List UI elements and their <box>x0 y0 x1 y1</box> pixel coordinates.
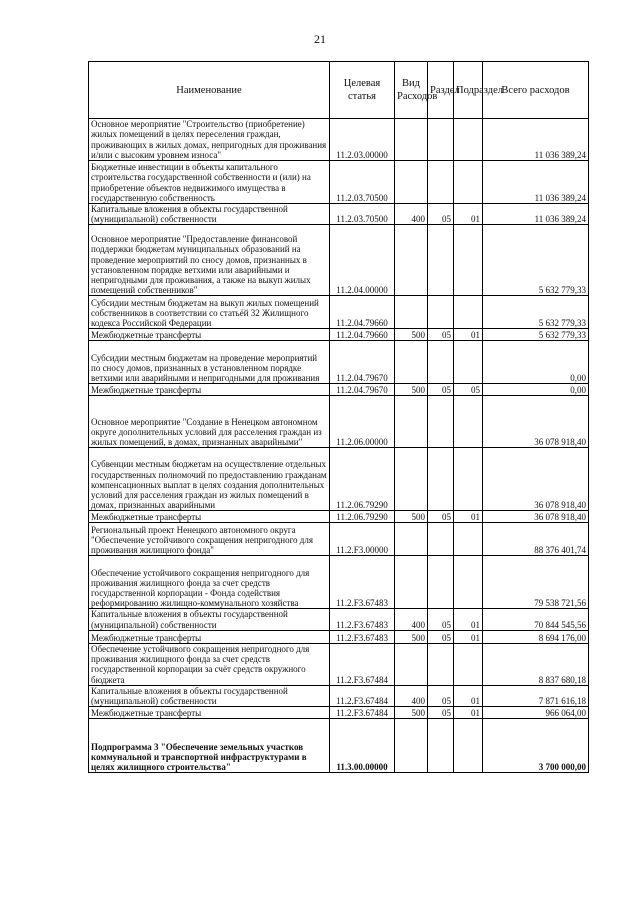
row-target-cell: 11.2.04.79660 <box>330 329 395 341</box>
table-row <box>89 119 589 161</box>
row-expense-type-cell <box>395 341 428 384</box>
row-expense-type-cell <box>395 643 428 685</box>
row-expense-type-cell: 500 <box>395 329 428 341</box>
row-section-cell: 05 <box>428 609 454 630</box>
row-amount-cell: 5 632 779,33 <box>483 329 589 341</box>
row-target-cell: 11.2.F3.67484 <box>330 707 395 719</box>
row-section-cell: 05 <box>428 685 454 706</box>
row-amount-cell: 966 064,00 <box>483 707 589 719</box>
row-target-cell: 11.2.03.70500 <box>330 161 395 204</box>
header-name: Наименование <box>89 62 330 119</box>
row-expense-type-cell: 500 <box>395 384 428 396</box>
row-amount-cell: 5 632 779,33 <box>483 296 589 329</box>
row-expense-type-cell <box>395 296 428 329</box>
row-subsection-cell <box>454 396 483 448</box>
row-subsection-cell: 01 <box>454 329 483 341</box>
table-row <box>89 296 589 329</box>
row-subsection-cell: 01 <box>454 609 483 630</box>
row-amount-cell: 5 632 779,33 <box>483 225 589 296</box>
row-name-cell: Межбюджетные трансферты <box>89 707 330 719</box>
row-subsection-cell: 05 <box>454 384 483 396</box>
row-subsection-cell <box>454 719 483 773</box>
header-section: Раздел <box>428 62 454 119</box>
row-amount-cell: 0,00 <box>483 341 589 384</box>
row-target-cell: 11.2.F3.00000 <box>330 523 395 556</box>
row-amount-cell: 79 538 721,56 <box>483 556 589 609</box>
row-expense-type-cell: 500 <box>395 707 428 719</box>
table-row <box>89 225 589 296</box>
row-expense-type-cell <box>395 119 428 161</box>
row-target-cell: 11.2.04.79670 <box>330 341 395 384</box>
row-subsection-cell <box>454 225 483 296</box>
table-row <box>89 685 589 706</box>
row-section-cell: 05 <box>428 630 454 643</box>
row-expense-type-cell: 400 <box>395 204 428 225</box>
table-row <box>89 204 589 225</box>
row-name-cell: Основное мероприятие "Строительство (приобретение) жилых помещений в целях переселения граждан, проживающих в жилых домах, непригодных для проживания и/или с высоким уровнем износа" <box>89 119 330 161</box>
row-target-cell: 11.2.06.00000 <box>330 396 395 448</box>
row-name-cell: Межбюджетные трансферты <box>89 630 330 643</box>
row-expense-type-cell <box>395 556 428 609</box>
row-amount-cell: 8 837 680,18 <box>483 643 589 685</box>
header-total: Всего расходов <box>483 62 589 119</box>
row-subsection-cell: 01 <box>454 511 483 523</box>
row-amount-cell: 36 078 918,40 <box>483 448 589 511</box>
table-row <box>89 341 589 384</box>
row-amount-cell: 3 700 000,00 <box>483 719 589 773</box>
row-subsection-cell: 01 <box>454 630 483 643</box>
row-amount-cell: 0,00 <box>483 384 589 396</box>
row-section-cell: 05 <box>428 384 454 396</box>
row-amount-cell: 36 078 918,40 <box>483 396 589 448</box>
table-row <box>89 719 589 773</box>
row-name-cell: Субсидии местным бюджетам на проведение мероприятий по сносу домов, признанных в установленном порядке ветхими или аварийными и непригодными для проживания <box>89 341 330 384</box>
row-section-cell <box>428 119 454 161</box>
row-target-cell: 11.2.F3.67483 <box>330 556 395 609</box>
row-expense-type-cell <box>395 719 428 773</box>
budget-table <box>88 61 589 773</box>
table-row <box>89 609 589 630</box>
table-row <box>89 161 589 204</box>
row-section-cell <box>428 341 454 384</box>
page-number: 21 <box>314 32 326 46</box>
row-section-cell <box>428 523 454 556</box>
row-target-cell: 11.2.04.00000 <box>330 225 395 296</box>
row-subsection-cell: 01 <box>454 707 483 719</box>
row-name-cell: Подпрограмма 3 "Обеспечение земельных участков коммунальной и транспортной инфраструктурами в целях жилищного строительства" <box>89 719 330 773</box>
table-row <box>89 556 589 609</box>
row-target-cell: 11.2.F3.67483 <box>330 630 395 643</box>
row-amount-cell: 11 036 389,24 <box>483 161 589 204</box>
row-subsection-cell <box>454 523 483 556</box>
row-amount-cell: 88 376 401,74 <box>483 523 589 556</box>
table-row <box>89 511 589 523</box>
row-target-cell: 11.2.04.79670 <box>330 384 395 396</box>
row-section-cell: 05 <box>428 511 454 523</box>
row-name-cell: Обеспечение устойчивого сокращения непригодного для проживания жилищного фонда за счет средств государственной корпорации - Фонда содействия реформированию жилищно-коммунального хозяйства <box>89 556 330 609</box>
row-expense-type-cell: 400 <box>395 609 428 630</box>
row-expense-type-cell <box>395 396 428 448</box>
row-name-cell: Межбюджетные трансферты <box>89 384 330 396</box>
row-name-cell: Основное мероприятие "Создание в Ненецком автономном округе дополнительных условий для расселения граждан из жилых помещений, в домах, признанных аварийными" <box>89 396 330 448</box>
row-amount-cell: 36 078 918,40 <box>483 511 589 523</box>
row-amount-cell: 70 844 545,56 <box>483 609 589 630</box>
row-section-cell <box>428 161 454 204</box>
row-name-cell: Субсидии местным бюджетам на выкуп жилых помещений собственников в соответствии со статьёй 32 Жилищного кодекса Российской Федерации <box>89 296 330 329</box>
row-section-cell: 05 <box>428 707 454 719</box>
row-section-cell: 05 <box>428 204 454 225</box>
row-subsection-cell <box>454 161 483 204</box>
row-name-cell: Межбюджетные трансферты <box>89 329 330 341</box>
row-target-cell: 11.2.F3.67483 <box>330 609 395 630</box>
row-name-cell: Региональный проект Ненецкого автономного округа "Обеспечение устойчивого сокращения непригодного для проживания жилищного фонда" <box>89 523 330 556</box>
row-section-cell <box>428 296 454 329</box>
row-expense-type-cell <box>395 523 428 556</box>
row-target-cell: 11.2.F3.67484 <box>330 643 395 685</box>
table-header-row <box>89 62 589 119</box>
table-row <box>89 707 589 719</box>
row-section-cell <box>428 556 454 609</box>
table-body <box>89 119 589 773</box>
row-section-cell <box>428 643 454 685</box>
row-amount-cell: 11 036 389,24 <box>483 119 589 161</box>
header-target: Целевая статья <box>330 62 395 119</box>
row-subsection-cell: 01 <box>454 204 483 225</box>
header-expense-type: Вид Расходов <box>395 62 428 119</box>
row-subsection-cell <box>454 296 483 329</box>
row-subsection-cell <box>454 119 483 161</box>
header-subsection: Подраздел <box>454 62 483 119</box>
row-name-cell: Капитальные вложения в объекты государственной (муниципальной) собственности <box>89 685 330 706</box>
row-subsection-cell <box>454 341 483 384</box>
row-target-cell: 11.3.00.00000 <box>330 719 395 773</box>
row-expense-type-cell <box>395 448 428 511</box>
table-row <box>89 523 589 556</box>
row-target-cell: 11.2.06.79290 <box>330 511 395 523</box>
row-amount-cell: 8 694 176,00 <box>483 630 589 643</box>
row-section-cell <box>428 396 454 448</box>
row-target-cell: 11.2.F3.67484 <box>330 685 395 706</box>
row-expense-type-cell: 400 <box>395 685 428 706</box>
row-name-cell: Основное мероприятие "Предоставление финансовой поддержки бюджетам муниципальных образований на проведение мероприятий по сносу домов, признанных в установленном порядке ветхими или аварийными и непригодными для проживания, а также на выкуп жилых помещений собственников" <box>89 225 330 296</box>
row-subsection-cell <box>454 556 483 609</box>
row-target-cell: 11.2.03.70500 <box>330 204 395 225</box>
row-target-cell: 11.2.03.00000 <box>330 119 395 161</box>
row-name-cell: Обеспечение устойчивого сокращения непригодного для проживания жилищного фонда за счет средств государственной корпорации за счёт средств окружного бюджета <box>89 643 330 685</box>
table-row <box>89 329 589 341</box>
table-row <box>89 448 589 511</box>
row-subsection-cell <box>454 643 483 685</box>
row-expense-type-cell <box>395 161 428 204</box>
row-name-cell: Капитальные вложения в объекты государственной (муниципальной) собственности <box>89 609 330 630</box>
row-name-cell: Бюджетные инвестиции в объекты капитального строительства государственной собственности и (или) на приобретение объектов недвижимого имущества в государственную собственность <box>89 161 330 204</box>
row-subsection-cell <box>454 448 483 511</box>
row-name-cell: Капитальные вложения в объекты государственной (муниципальной) собственности <box>89 204 330 225</box>
row-expense-type-cell: 500 <box>395 630 428 643</box>
table-row <box>89 643 589 685</box>
row-target-cell: 11.2.06.79290 <box>330 448 395 511</box>
row-name-cell: Межбюджетные трансферты <box>89 511 330 523</box>
row-section-cell <box>428 225 454 296</box>
row-amount-cell: 11 036 389,24 <box>483 204 589 225</box>
row-amount-cell: 7 871 616,18 <box>483 685 589 706</box>
row-name-cell: Субвенции местным бюджетам на осуществление отдельных государственных полномочий по предоставлению гражданам компенсационных выплат в целях создания дополнительных условий для расселения граждан из жилых помещений в домах, признанных аварийными <box>89 448 330 511</box>
row-expense-type-cell <box>395 225 428 296</box>
row-section-cell <box>428 719 454 773</box>
table-row <box>89 630 589 643</box>
row-subsection-cell: 01 <box>454 685 483 706</box>
row-section-cell <box>428 448 454 511</box>
row-target-cell: 11.2.04.79660 <box>330 296 395 329</box>
row-section-cell: 05 <box>428 329 454 341</box>
table-row <box>89 396 589 448</box>
table-row <box>89 384 589 396</box>
row-expense-type-cell: 500 <box>395 511 428 523</box>
